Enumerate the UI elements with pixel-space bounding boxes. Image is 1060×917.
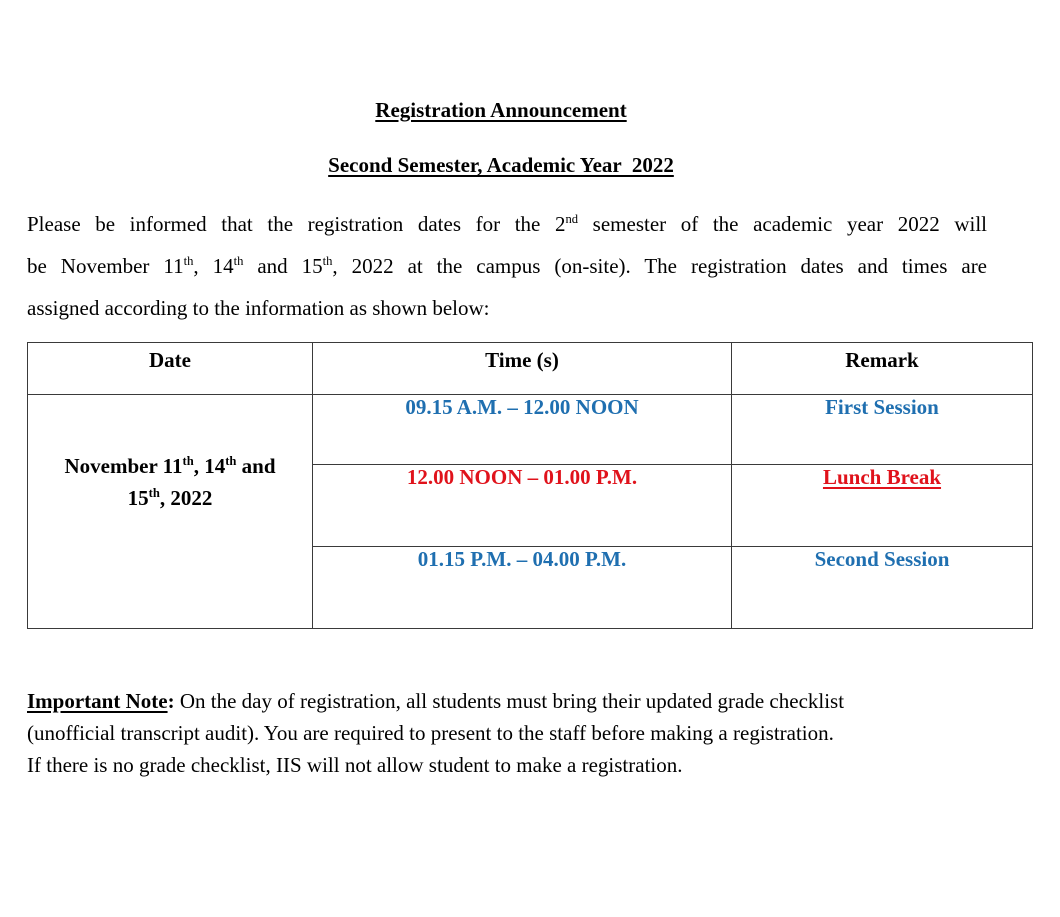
date-sup: th (148, 486, 160, 500)
remark-cell: First Session (732, 395, 1033, 465)
intro-sup: th (322, 254, 333, 268)
registration-schedule-table (27, 342, 1033, 629)
date-text: 15 (127, 486, 149, 510)
intro-line-3: assigned according to the information as shown below: (27, 296, 490, 320)
note-line-1 (27, 685, 987, 717)
intro-paragraph (27, 203, 987, 329)
date-text: , 2022 (159, 486, 213, 510)
date-text: and (236, 454, 276, 478)
header-remark: Remark (732, 343, 1033, 395)
date-sup: th (225, 454, 237, 468)
date-text: November 11 (64, 454, 183, 478)
intro-line-1 (27, 203, 987, 245)
intro-text: and 15 (243, 254, 323, 278)
header-date: Date (28, 343, 313, 395)
intro-sup: th (233, 254, 244, 268)
remark-cell: Second Session (732, 547, 1033, 629)
date-cell (28, 395, 313, 629)
note-line-3: If there is no grade checklist, IIS will not allow student to make a registration. (27, 753, 683, 777)
note-text: On the day of registration, all students must bring their updated grade checklist (174, 689, 845, 713)
time-cell: 12.00 NOON – 01.00 P.M. (313, 465, 732, 547)
table-row (28, 395, 1033, 465)
important-note (27, 685, 987, 781)
intro-sup: nd (565, 212, 579, 226)
note-colon: : (167, 689, 175, 713)
document-title: Registration Announcement (375, 98, 627, 122)
table-header-row (28, 343, 1033, 395)
date-text: , 14 (193, 454, 226, 478)
intro-text: be November 11 (27, 254, 184, 278)
intro-text: , 14 (193, 254, 234, 278)
remark-cell (732, 465, 1033, 547)
time-cell: 09.15 A.M. – 12.00 NOON (313, 395, 732, 465)
intro-text: Please be informed that the registration dates for the 2 (27, 212, 566, 236)
intro-sup: th (183, 254, 194, 268)
note-line-2: (unofficial transcript audit). You are required to present to the staff before making a registration. (27, 721, 834, 745)
document-subtitle: Second Semester, Academic Year 2022 (328, 153, 674, 177)
intro-text: , 2022 at the campus (on-site). The registration dates and times are (332, 254, 988, 278)
header-time: Time (s) (313, 343, 732, 395)
intro-text: semester of the academic year 2022 will (578, 212, 987, 236)
intro-line-2 (27, 245, 987, 287)
date-sup: th (182, 454, 194, 468)
lunch-break-label: Lunch Break (822, 465, 942, 489)
time-cell: 01.15 P.M. – 04.00 P.M. (313, 547, 732, 629)
note-label: Important Note (27, 689, 168, 713)
